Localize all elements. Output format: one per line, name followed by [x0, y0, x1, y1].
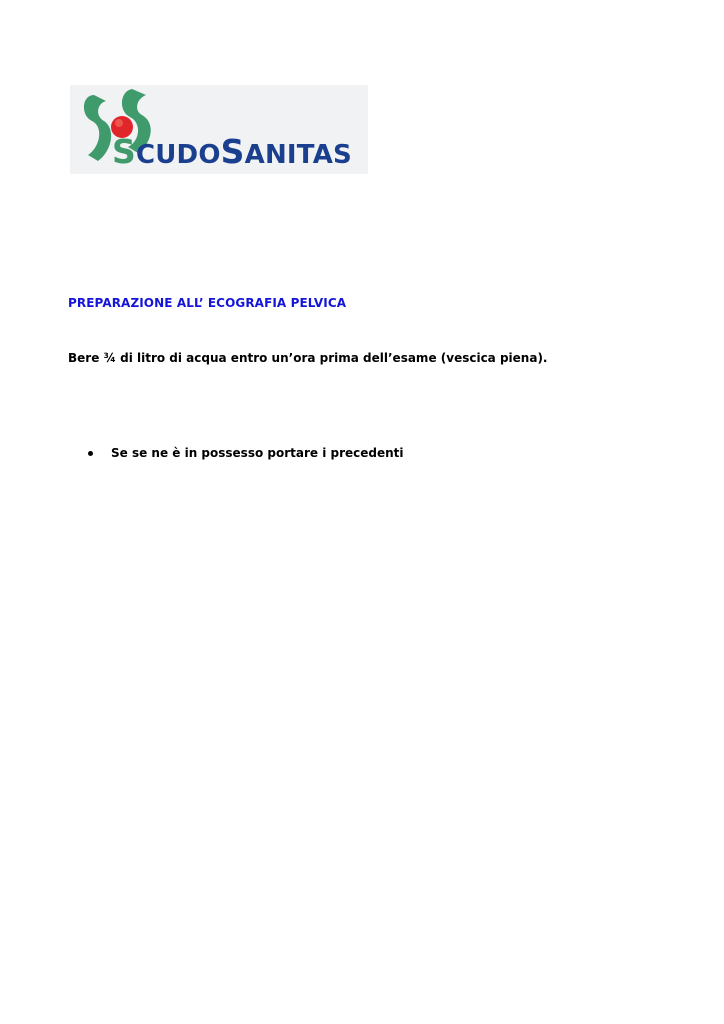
bullet-list	[88, 446, 404, 460]
logo-word-cudo: CUDO	[135, 140, 221, 170]
logo-green-stroke-left	[84, 95, 111, 161]
logo-wordmark	[112, 132, 352, 171]
logo-letter-s1: S	[112, 132, 136, 171]
logo-letter-s2: S	[220, 132, 245, 171]
document-title: PREPARAZIONE ALL’ ECOGRAFIA PELVICA	[68, 296, 347, 310]
bullet-text: Se se ne è in possesso portare i precedenti	[111, 446, 404, 460]
bullet-icon	[88, 451, 93, 456]
instruction-text: Bere ¾ di litro di acqua entro un’ora prima dell’esame (vescica piena).	[68, 351, 548, 365]
list-item	[88, 446, 404, 460]
scudosanitas-logo	[70, 85, 368, 174]
logo-word-anitas: ANITAS	[244, 140, 352, 170]
